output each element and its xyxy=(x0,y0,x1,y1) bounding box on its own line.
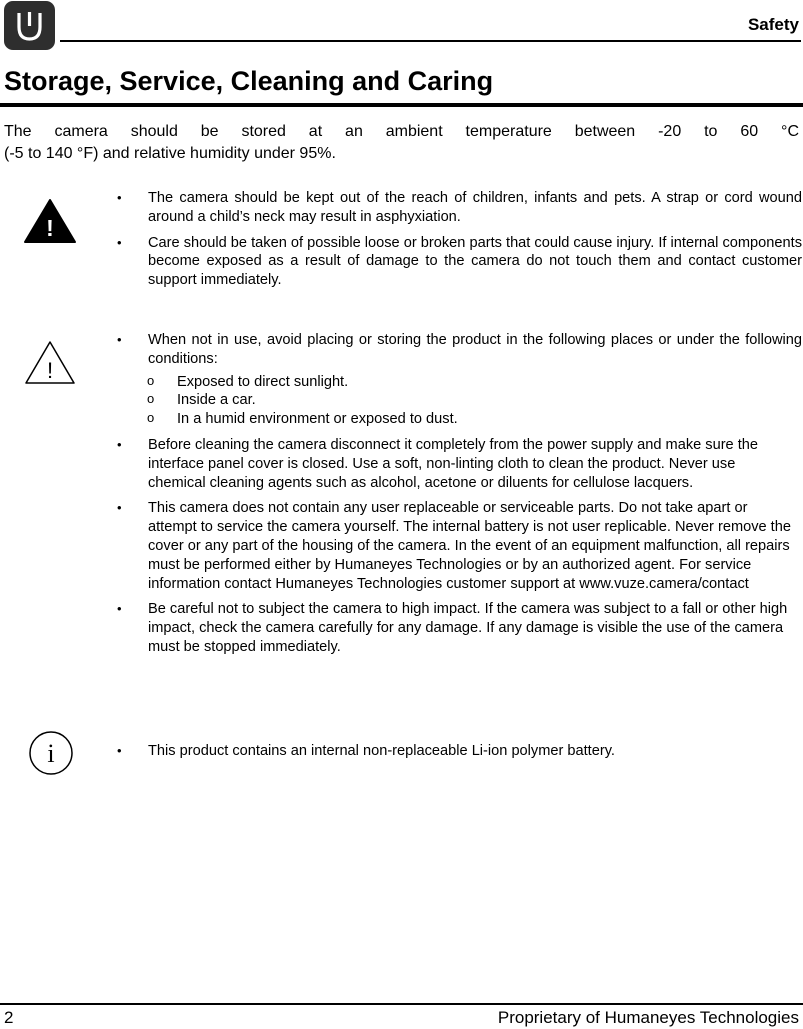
list-item-text: • When not in use, avoid placing or storing the product in the following places or under the following conditions: xyxy=(148,332,802,367)
header-rule xyxy=(60,40,801,42)
footer-rule xyxy=(0,1003,803,1005)
page-title: Storage, Service, Cleaning and Caring xyxy=(4,66,494,96)
section-header-title: Safety xyxy=(747,15,799,34)
sub-list-item: o In a humid environment or exposed to dust. xyxy=(148,410,802,429)
list-item: • Care should be taken of possible loose or broken parts that could cause injury. If internal components become exposed as a result of damage to the camera do not touch them and contact customer support immediately. xyxy=(114,234,802,290)
intro-line-1: The camera should be stored at an ambient temperature between -20 to 60 °C xyxy=(4,123,799,140)
info-icon xyxy=(26,728,76,778)
warning-filled-icon xyxy=(22,196,78,246)
caution-list xyxy=(114,331,802,664)
storage-conditions-list xyxy=(148,373,802,429)
sub-list-item: o Inside a car. xyxy=(148,391,802,410)
list-item: • The camera should be kept out of the reach of children, infants and pets. A strap or cord wound around a child’s neck may result in asphyxiation. xyxy=(114,189,802,227)
page-number: 2 xyxy=(4,1008,14,1027)
vuze-logo-icon xyxy=(4,1,55,50)
warning-list xyxy=(114,189,802,297)
list-item: • This camera does not contain any user replaceable or serviceable parts. Do not take apart or attempt to service the camera yourself. The internal battery is not user replicable. Never remove the cover or any part of the housing of the camera. In the event of an equipment malfunction, all repairs must be performed either by Humaneyes Technologies or by an authorized agent. For service information contact Humaneyes Technologies customer support at www.vuze.camera/contact xyxy=(114,499,802,593)
intro-paragraph xyxy=(4,121,799,165)
list-item: • This product contains an internal non-replaceable Li-ion polymer battery. xyxy=(114,742,802,761)
sub-list-item: o Exposed to direct sunlight. xyxy=(148,373,802,392)
info-list xyxy=(114,742,802,768)
list-item: • Before cleaning the camera disconnect it completely from the power supply and make sure the interface panel cover is closed. Use a soft, non-linting cloth to clean the product. Never use chemical cleaning agents such as alcohol, acetone or diluents for cellulose lacquers. xyxy=(114,436,802,492)
title-rule xyxy=(0,103,803,107)
svg-text:i: i xyxy=(47,739,55,768)
list-item: • Be careful not to subject the camera to high impact. If the camera was subject to a fall or other high impact, check the camera carefully for any damage. If any damage is visible the use of the camera must be stopped immediately. xyxy=(114,600,802,656)
intro-line-2: (-5 to 140 °F) and relative humidity under 95%. xyxy=(4,145,336,162)
svg-text:!: ! xyxy=(46,215,54,241)
caution-outline-icon xyxy=(22,337,78,387)
footer-text: Proprietary of Humaneyes Technologies xyxy=(497,1008,799,1027)
list-item xyxy=(114,331,802,429)
svg-text:!: ! xyxy=(46,358,54,383)
